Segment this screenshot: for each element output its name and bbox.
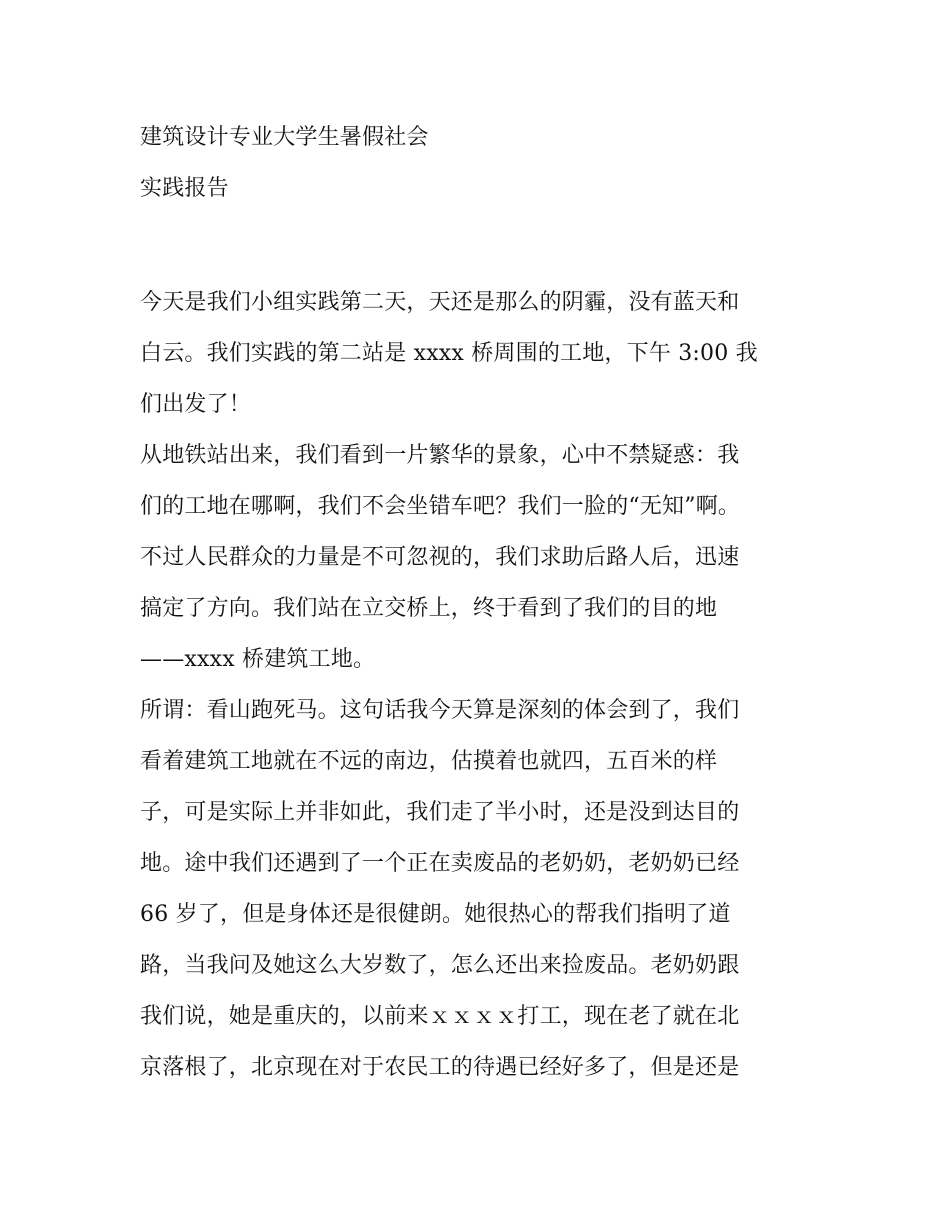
text-line: 们的工地在哪啊，我们不会坐错车吧？我们一脸的“无知”啊。 — [140, 494, 741, 519]
text-line: 从地铁站出来，我们看到一片繁华的景象，心中不禁疑惑：我 — [140, 443, 740, 468]
text-line: 地。途中我们还遇到了一个正在卖废品的老奶奶，老奶奶已经 — [140, 851, 740, 876]
text-line: 京落根了，北京现在对于农民工的待遇已经好多了，但是还是 — [140, 1055, 740, 1080]
text-line: 路，当我问及她这么大岁数了，怎么还出来捡废品。老奶奶跟 — [140, 953, 740, 978]
text-line: 看着建筑工地就在不远的南边，估摸着也就四，五百米的样 — [140, 749, 718, 774]
title-line: 实践报告 — [140, 176, 229, 201]
paragraph — [140, 685, 830, 1093]
text-line: 子，可是实际上并非如此，我们走了半小时，还是没到达目的 — [140, 800, 740, 825]
text-line: 今天是我们小组实践第二天，天还是那么的阴霾，没有蓝天和 — [140, 290, 740, 315]
text-line: 我们说，她是重庆的，以前来ｘｘｘｘ打工，现在老了就在北 — [140, 1004, 740, 1029]
text-line: 所谓：看山跑死马。这句话我今天算是深刻的体会到了，我们 — [140, 698, 740, 723]
paragraph — [140, 430, 830, 685]
text-line: ——xxxx 桥建筑工地。 — [140, 647, 376, 672]
text-line: 搞定了方向。我们站在立交桥上，终于看到了我们的目的地 — [140, 596, 718, 621]
paragraph — [140, 277, 830, 430]
text-line: 不过人民群众的力量是不可忽视的，我们求助后路人后，迅速 — [140, 545, 740, 570]
text-line: 66 岁了，但是身体还是很健朗。她很热心的帮我们指明了道 — [140, 902, 731, 927]
text-line: 们出发了！ — [140, 392, 252, 417]
text-line: 白云。我们实践的第二站是 xxxx 桥周围的工地，下午 3:00 我 — [140, 341, 758, 366]
document-title — [140, 112, 820, 214]
document-body — [140, 277, 830, 1093]
title-line: 建筑设计专业大学生暑假社会 — [140, 125, 429, 150]
